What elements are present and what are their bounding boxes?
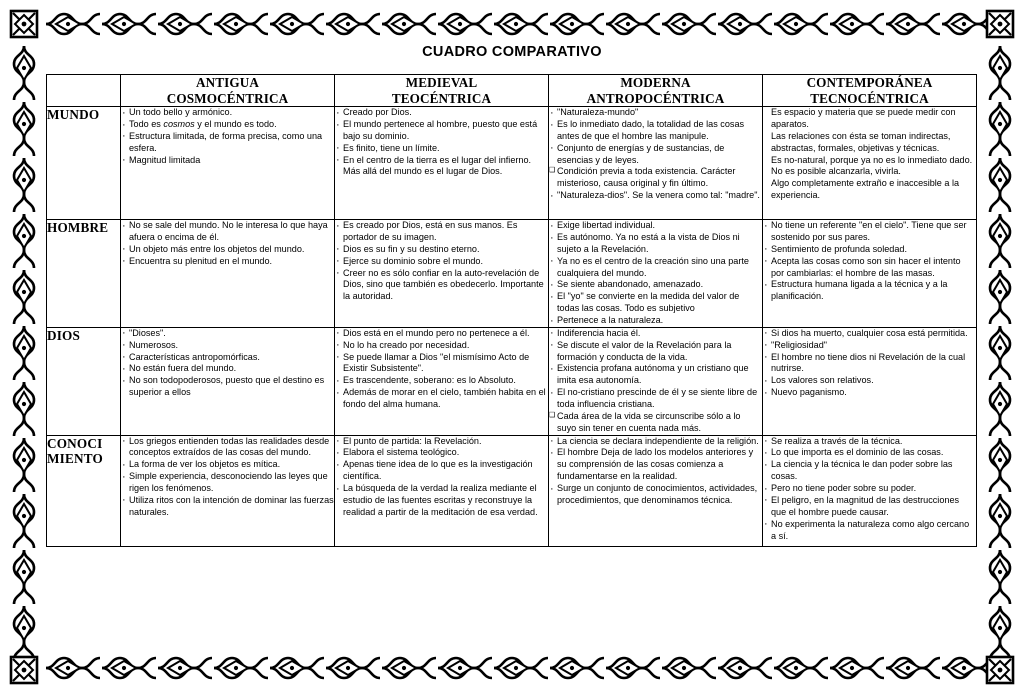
list-item: · No lo ha creado por necesidad. [335,340,548,352]
list-item: · Estructura humana ligada a la técnica y a la planificación. [763,279,976,303]
row-label-hombre: HOMBRE [47,220,121,328]
list-item: · Magnitud limitada [121,155,334,167]
list-item: · No tiene un referente "en el cielo". Tiene que ser sostenido por sus pares. [763,220,976,244]
column-header-line2: TECNOCÉNTRICA [810,90,929,106]
bullet-list [549,436,762,507]
cell-dios-medieval [335,327,549,435]
list-item: · Se siente abandonado, amenazado. [549,279,762,291]
bullet-list [763,436,976,543]
bullet-list [335,328,548,411]
cell-hombre-contemporanea [763,220,977,328]
column-header-line1: CONTEMPORÁNEA [806,75,933,90]
list-item: · Conjunto de energías y de sustancias, de esencias y de leyes. [549,143,762,167]
list-item: · Estructura limitada, de forma precisa, como una esfera. [121,131,334,155]
list-item: · En el centro de la tierra es el lugar del infierno. Más allá del mundo es el lugar de Dios. [335,155,548,179]
column-header-antigua [121,75,335,107]
column-header-medieval [335,75,549,107]
list-item: · Se puede llamar a Dios "el mismísimo Acto de Existir Subsistente". [335,352,548,376]
list-item: · La ciencia y la técnica le dan poder sobre las cosas. [763,459,976,483]
bullet-list [121,107,334,166]
list-item: · El "yo" se convierte en la medida del valor de todas las cosas. Todo es subjetivo [549,291,762,315]
list-item: · Nuevo paganismo. [763,387,976,399]
list-item: · Es lo inmediato dado, la totalidad de las cosas antes de que el hombre las manipule. [549,119,762,143]
cell-hombre-antigua [121,220,335,328]
list-item: · Características antropomórficas. [121,352,334,364]
list-item: · Un objeto más entre los objetos del mundo. [121,244,334,256]
list-item: ❑ Cada área de la vida se circunscribe sólo a lo suyo sin tener en cuenta nada más. [549,411,762,435]
cell-hombre-moderna [549,220,763,328]
list-item: · Es autónomo. Ya no está a la vista de Dios ni sujeto a la Revelación. [549,232,762,256]
column-header-line1: ANTIGUA [196,75,259,90]
list-item: · "Dioses". [121,328,334,340]
list-item: · Exige libertad individual. [549,220,762,232]
table-row [47,435,977,546]
table-corner-cell [47,75,121,107]
row-label-dios: DIOS [47,327,121,435]
cell-hombre-medieval [335,220,549,328]
list-item: Es espacio y materia que se puede medir con aparatos. [771,107,956,130]
list-item: · El mundo pertenece al hombre, puesto que está bajo su dominio. [335,119,548,143]
bullet-list [121,328,334,399]
list-item: · Creado por Dios. [335,107,548,119]
document-body [46,40,978,654]
bullet-list [121,220,334,267]
table-body [47,107,977,546]
bullet-list [763,220,976,303]
list-item: · El hombre no tiene dios ni Revelación de la cual nutrirse. [763,352,976,376]
list-item: · No están fuera del mundo. [121,363,334,375]
list-item: · Ya no es el centro de la creación sino una parte cualquiera del mundo. [549,256,762,280]
list-item: · El no-cristiano prescinde de él y se siente libre de toda influencia cristiana. [549,387,762,411]
column-header-line2: TEOCÉNTRICA [391,90,492,106]
bullet-list [549,328,762,435]
list-item: · Elabora el sistema teológico. [335,447,548,459]
list-item: · "Naturaleza-dios". Se la venera como tal: "madre". [549,190,762,202]
column-header-line2: ANTROPOCÉNTRICA [586,90,725,106]
table-header-row [47,75,977,107]
list-item: · Sentimiento de profunda soledad. [763,244,976,256]
list-item: · No se sale del mundo. No le interesa lo que haya afuera o encima de él. [121,220,334,244]
table-row [47,220,977,328]
list-item: · Existencia profana autónoma y un cristiano que imita esa autonomía. [549,363,762,387]
list-item: · El peligro, en la magnitud de las destrucciones que el hombre puede causar. [763,495,976,519]
list-item: · Surge un conjunto de conocimientos, actividades, procedimientos, que denominamos técnica. [549,483,762,507]
list-item: · Creer no es sólo confiar en la auto-revelación de Dios, sino que también es obedecerlo. Importante la autoridad. [335,268,548,304]
column-header-line1: MEDIEVAL [405,75,478,90]
comparison-table [46,74,977,547]
cell-dios-contemporanea [763,327,977,435]
list-item: · Simple experiencia, desconociendo las leyes que rigen los fenómenos. [121,471,334,495]
list-item: · No son todopoderosos, puesto que el destino es superior a ellos [121,375,334,399]
list-item: · La búsqueda de la verdad la realiza mediante el estudio de las fuentes escritas y reconstruye la realidad a partir de la meditación de esa verdad. [335,483,548,519]
row-label-mundo: MUNDO [47,107,121,220]
cell-conocimiento-contemporanea [763,435,977,546]
column-header-contemporanea [763,75,977,107]
column-header-line2: COSMOCÉNTRICA [166,90,289,106]
list-item: · Apenas tiene idea de lo que es la investigación científica. [335,459,548,483]
bullet-list [335,436,548,519]
list-item: · Se realiza a través de la técnica. [763,436,976,448]
list-item: · Numerosos. [121,340,334,352]
list-item: · Es trascendente, soberano: es lo Absoluto. [335,375,548,387]
bullet-list [335,220,548,303]
table-row [47,107,977,220]
cell-conocimiento-antigua [121,435,335,546]
cell-dios-moderna [549,327,763,435]
cell-mundo-antigua [121,107,335,220]
column-header-line1: MODERNA [620,75,691,90]
bullet-list [335,107,548,178]
list-item: Algo completamente extraño e inaccesible a la experiencia. [771,178,960,201]
page-title: CUADRO COMPARATIVO [422,44,602,60]
bullet-list [549,220,762,327]
bullet-list [763,107,976,202]
list-item: · "Naturaleza-mundo" [549,107,762,119]
list-item: · La forma de ver los objetos es mítica. [121,459,334,471]
list-item: · Acepta las cosas como son sin hacer el intento por cambiarlas: el hombre de las masas. [763,256,976,280]
cell-dios-antigua [121,327,335,435]
bullet-list [549,107,762,202]
list-item: Las relaciones con ésta se toman indirectas, abstractas, formales, objetivas y técnicas. [771,130,951,153]
list-item: · Se discute el valor de la Revelación para la formación y conducta de la vida. [549,340,762,364]
list-item: · "Religiosidad" [763,340,976,352]
list-item: · Lo que importa es el dominio de las cosas. [763,447,976,459]
column-header-moderna [549,75,763,107]
list-item: · Los griegos entienden todas las realidades desde conceptos extraídos de las cosas del mundo. [121,436,334,460]
list-item: · Ejerce su dominio sobre el mundo. [335,256,548,268]
list-item: · Además de morar en el cielo, también habita en el fondo del alma humana. [335,387,548,411]
list-item: ❑ Condición previa a toda existencia. Carácter misterioso, causa original y fin último. [549,166,762,190]
list-item: · El punto de partida: la Revelación. [335,436,548,448]
row-label-conocimiento: CONOCI MIENTO [47,435,121,546]
bullet-list [763,328,976,399]
list-item: Es no-natural, porque ya no es lo inmediato dado. No es posible alcanzarla, vivirla. [771,154,973,177]
bullet-list [121,436,334,519]
cell-mundo-moderna [549,107,763,220]
list-item: · Todo es cosmos y el mundo es todo. [121,119,334,131]
list-item: · Los valores son relativos. [763,375,976,387]
list-item: · Dios es su fin y su destino eterno. [335,244,548,256]
list-item: · El hombre Deja de lado los modelos anteriores y su comprensión de las cosas comienza a fundamentarse en la realidad. [549,447,762,483]
list-item: · Pero no tiene poder sobre su poder. [763,483,976,495]
cell-mundo-contemporanea [763,107,977,220]
list-item: · Dios está en el mundo pero no pertenece a él. [335,328,548,340]
table-row [47,327,977,435]
list-item: · Utiliza ritos con la intención de dominar las fuerzas naturales. [121,495,334,519]
list-item: · Es finito, tiene un límite. [335,143,548,155]
cell-conocimiento-moderna [549,435,763,546]
list-item: · Indiferencia hacia él. [549,328,762,340]
list-item: · Encuentra su plenitud en el mundo. [121,256,334,268]
list-item: · La ciencia se declara independiente de la religión. [549,436,762,448]
list-item: · Pertenece a la naturaleza. [549,315,762,327]
list-item: · Un todo bello y armónico. [121,107,334,119]
list-item: · Es creado por Dios, está en sus manos. Es portador de su imagen. [335,220,548,244]
cell-mundo-medieval [335,107,549,220]
list-item: · Si dios ha muerto, cualquier cosa está permitida. [763,328,976,340]
cell-conocimiento-medieval [335,435,549,546]
list-item: · No experimenta la naturaleza como algo cercano a sí. [763,519,976,543]
